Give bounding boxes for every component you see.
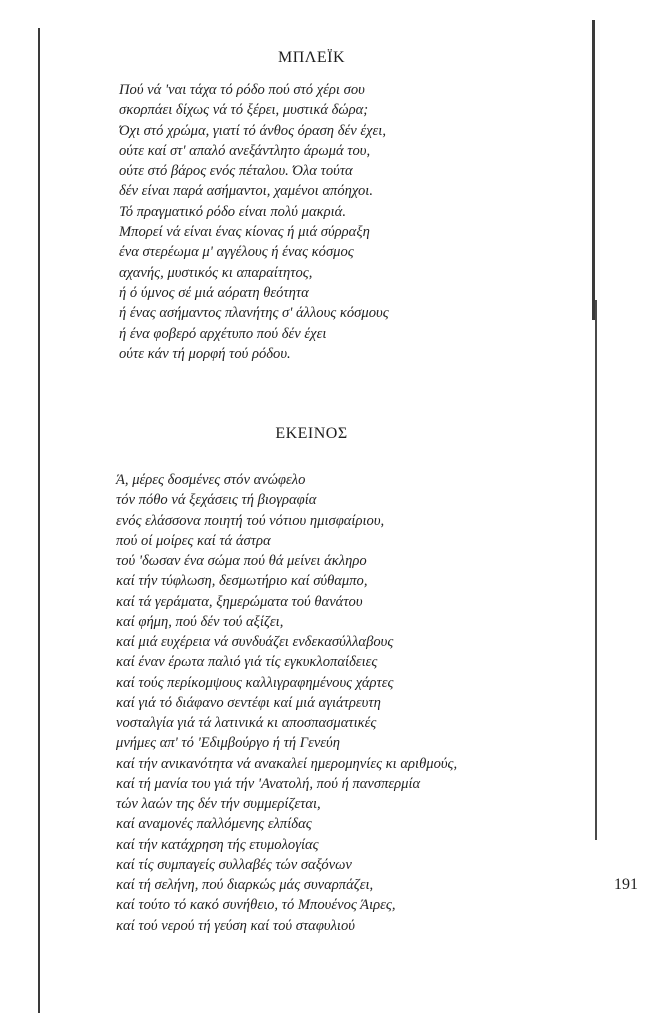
poem-line: καί αναμονές παλλόμενης ελπίδας: [116, 816, 312, 833]
poem-title-ekeinos: ΕΚΕΙΝΟΣ: [275, 425, 348, 442]
poem-line: ή ένα φοβερό αρχέτυπο πού δέν έχει: [119, 325, 327, 342]
poem-line: Όχι στό χρώμα, γιατί τό άνθος όραση δέν έχει,: [119, 122, 386, 139]
poem-line: δέν είναι παρά ασήμαντοι, χαμένοι απόηχοι.: [119, 183, 373, 200]
poem-line: Μπορεί νά είναι ένας κίονας ή μιά σύρραξη: [119, 224, 370, 241]
poem-line: ή ένας ασήμαντος πλανήτης σ' άλλους κόσμους: [119, 305, 389, 322]
page-edge-right-lower: [595, 300, 597, 840]
poem-line: ούτε κάν τή μορφή τού ρόδου.: [119, 345, 291, 362]
poem-line: Πού νά 'ναι τάχα τό ρόδο πού στό χέρι σου: [119, 82, 365, 98]
poem-line: καί τούς περίκομψους καλλιγραφημένους χάρτες: [116, 674, 394, 691]
poem-line: καί μιά ευχέρεια νά συνδυάζει ενδεκασύλλαβους: [116, 634, 394, 650]
poem-line: τόν πόθο νά ξεχάσεις τή βιογραφία: [116, 492, 317, 509]
poem-line: ή ό ύμνος σέ μιά αόρατη θεότητα: [119, 284, 309, 301]
poem-line: καί γιά τό διάφανο σεντέφι καί μιά αγιάτρευτη: [116, 694, 381, 711]
page-number: 191: [614, 876, 638, 893]
poem-line: καί φήμη, πού δέν τού αξίζει,: [116, 613, 284, 630]
poem-line: καί τού νερού τή γεύση καί τού σταφυλιού: [116, 917, 355, 934]
poem-line: πού οί μοίρες καί τά άστρα: [116, 532, 271, 549]
poem-line: καί έναν έρωτα παλιό γιά τίς εγκυκλοπαίδειες: [116, 654, 378, 671]
poem-line: αχανής, μυστικός κι απαραίτητος,: [119, 264, 313, 281]
page-edge-left: [38, 28, 40, 1013]
poem-line: καί τήν κατάχρηση τής ετυμολογίας: [116, 836, 319, 853]
poem-line: καί τίς συμπαγείς συλλαβές τών σαξόνων: [116, 856, 352, 873]
poem-line: καί τήν τύφλωση, δεσμωτήριο καί σύθαμπο,: [116, 573, 368, 590]
poem-line: Τό πραγματικό ρόδο είναι πολύ μακριά.: [119, 203, 346, 220]
poem-line: νοσταλγία γιά τά λατινικά κι αποσπασματικές: [116, 715, 377, 731]
poem-body-ekeinos: [116, 470, 457, 936]
poem-line: ένα στερέωμα μ' αγγέλους ή ένας κόσμος: [119, 244, 354, 261]
poem-body-blake: [119, 80, 389, 364]
poem-line: καί τά γεράματα, ξημερώματα τού θανάτου: [116, 593, 363, 610]
poem-line: καί τήν ανικανότητα νά ανακαλεί ημερομηνίες κι αριθμούς,: [116, 755, 458, 772]
poem-line: τών λαών της δέν τήν συμμερίζεται,: [116, 796, 321, 812]
poem-line: μνήμες απ' τό 'Εδιμβούργο ή τή Γενεύη: [116, 735, 340, 752]
poem-line: ενός ελάσσονα ποιητή τού νότιου ημισφαίριου,: [116, 512, 385, 529]
poem-title-blake: ΜΠΛΕΪΚ: [277, 49, 346, 66]
poem-line: τού 'δωσαν ένα σώμα πού θά μείνει άκληρο: [116, 553, 367, 569]
poem-line: σκορπάει δίχως νά τό ξέρει, μυστικά δώρα;: [119, 102, 369, 119]
poem-line: καί τή μανία του γιά τήν 'Ανατολή, πού ή πανσπερμία: [116, 775, 421, 792]
poem-line: καί τούτο τό κακό συνήθειο, τό Μπουένος Άιρες,: [116, 897, 396, 914]
poem-line: Ά, μέρες δοσμένες στόν ανώφελο: [116, 472, 306, 488]
poem-line: ούτε καί στ' απαλό ανεξάντλητο άρωμά του,: [119, 142, 371, 159]
poem-line: καί τή σελήνη, πού διαρκώς μάς συναρπάζει,: [116, 877, 374, 893]
poem-line: ούτε στό βάρος ενός πέταλου. Όλα τούτα: [119, 163, 353, 180]
